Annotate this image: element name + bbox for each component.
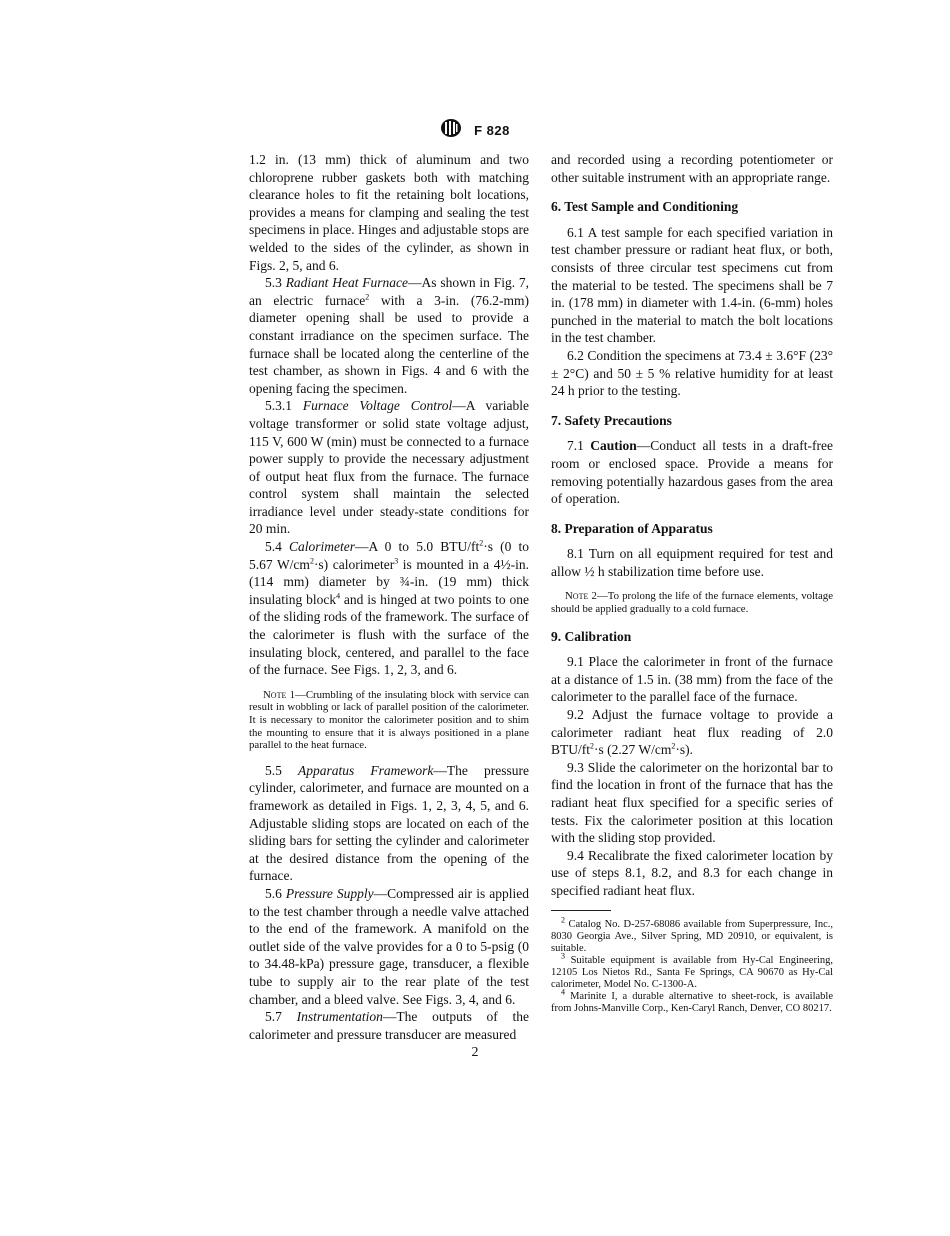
section-heading-7: 7. Safety Precautions [551, 412, 672, 428]
section-8-1: 8.1 Turn on all equipment required for test and allow ½ h stabilization time before use. [551, 546, 833, 579]
footnote-4: $^4$ Marinite I, a durable alternative to sheet-rock, is available from Johns-Manville Corp., Ken-Caryl Ranch, Denver, CO 80217. [551, 987, 833, 1014]
paragraph-continuation: and recorded using a recording potentiometer or other suitable instrument with an appropriate range. [551, 152, 833, 185]
footnote-3: $^3$ Suitable equipment is available from Hy-Cal Engineering, 12105 Los Nietos Rd., Santa Fe Springs, CA 90670 as Hy-Cal calorimeter, Model No. C-1300-A. [551, 951, 833, 990]
section-5-5: 5.5 Apparatus Framework—The pressure cylinder, calorimeter, and furnace are mounted on a framework as detailed in Figs. 1, 2, 3, 4, 5, and 6. Adjustable sliding stops are located on each of the sliding bars for setting the cylinder and calorimeter at the desired distance from the opening of the furnace. [249, 762, 530, 884]
section-heading-8: 8. Preparation of Apparatus [551, 520, 713, 536]
footnote-ref: 3 [394, 556, 399, 566]
footnote-ref: 4 [336, 591, 341, 601]
section-5-3-1: 5.3.1 Furnace Voltage Control—A variable voltage transformer or solid state voltage adjust, 115 V, 600 W (min) must be connected to a furnace power supply to provide the necessary adjustment of output heat flux from the furnace. The furnace control system shall maintain the selected irradiance level under steady-state conditions for 20 min. [249, 398, 529, 537]
left-column [249, 151, 529, 1043]
section-5-4: 5.4 Calorimeter—A 0 to 5.0 BTU/$ft^2\cdot s$ (0 to 5.67 $W/cm^2\cdot s$) calorimeter$^3$ is mounted in a 4½-in. (114 mm) diameter by ¾-in. (19 mm) thick insulating block$^4$ and is hinged at two points to one of the sliding rods of the framework. The surface of the calorimeter is flush with the surface of the insulating block, centered, and parallel to the face of the furnace. See Figs. 1, 2, 3, and 6. [249, 538, 529, 678]
section-9-4: 9.4 Recalibrate the fixed calorimeter location by use of steps 8.1, 8.2, and 8.3 for each change in specified radiant heat flux. [551, 847, 833, 898]
footnote-2: $^2$ Catalog No. D-257-68086 available from Superpressure, Inc., 8030 Georgia Ave., Silver Spring, MD 20910, or equivalent, is suitable. [551, 915, 833, 954]
section-heading-6: 6. Test Sample and Conditioning [551, 199, 739, 215]
section-9-3: 9.3 Slide the calorimeter on the horizontal bar to find the location in front of the furnace that has the radiant heat flux specified for a specific series of tests. Fix the calorimeter position at this location with the sliding stop provided. [551, 759, 833, 846]
section-5-3: 5.3 Radiant Heat Furnace—As shown in Fig. 7, an electric furnace$^2$ with a 3-in. (76.2-mm) diameter opening shall be used to provide a constant irradiance on the specimen surface. The furnace shall be located along the centerline of the test chamber, as shown in Figs. 4 and 6 with the opening facing the specimen. [249, 275, 530, 396]
page-header [0, 118, 950, 143]
section-heading-9: 9. Calibration [551, 628, 632, 644]
note-1: Note 1—Crumbling of the insulating block with service can result in wobbling or lack of parallel position of the calorimeter. It is necessary to monitor the calorimeter position and to shim the mounting to ensure that it is always positioned in a plane parallel to the heat furnace. [249, 688, 529, 752]
right-column [551, 151, 833, 1015]
footnote-divider [551, 910, 611, 911]
section-5-7: 5.7 Instrumentation—The outputs of the calorimeter and pressure transducer are measured [249, 1009, 530, 1042]
section-6-1: 6.1 A test sample for each specified variation in test chamber pressure or radiant heat flux, or both, consists of three circular test specimens cut from the material to be tested. The specimens shall be 7 in. (178 mm) in diameter with 1.4-in. (6-mm) holes punched in the material to match the bolt locations in the test chamber. [551, 224, 833, 346]
paragraph-continuation: 1.2 in. (13 mm) thick of aluminum and two chloroprene rubber gaskets both with matching clearance holes to fit the retaining bolt locations, provides a means for clamping and sealing the test specimens in place. Hinges and adjustable stops are welded to the sides of the cylinder, as shown in Figs. 2, 5, and 6. [249, 152, 529, 273]
note-2: Note 2—To prolong the life of the furnace elements, voltage should be applied gradually to a cold furnace. [551, 590, 833, 616]
astm-logo-icon [440, 118, 462, 143]
section-5-6: 5.6 Pressure Supply—Compressed air is applied to the test chamber through a needle valve attached to the end of the framework. A manifold on the outlet side of the valve provides for a 0 to 5-psig (0 to 34.48-kPa) pressure gage, transducer, a flexible tube to supply air to the rear plate of the test chamber, and a bleed valve. See Figs. 3, 4, and 6. [249, 885, 529, 1007]
footnote-ref: 2 [365, 292, 370, 302]
page-number: 2 [471, 1045, 479, 1060]
section-9-2: 9.2 Adjust the furnace voltage to provide a calorimeter radiant heat flux reading of 2.0 BTU/$ft^2\cdot s$ (2.27 $W/cm^2\cdot s$). [551, 707, 833, 758]
document-number: F 828 [474, 123, 510, 138]
section-7-1: 7.1 Caution—Conduct all tests in a draft-free room or enclosed space. Provide a means for removing potentially hazardous gases from the area of operation. [551, 438, 833, 507]
section-9-1: 9.1 Place the calorimeter in front of the furnace at a distance of 1.5 in. (38 mm) from the face of the calorimeter to the parallel face of the furnace. [551, 654, 833, 705]
section-6-2: 6.2 Condition the specimens at 73.4 ± 3.6°F (23° ± 2°C) and 50 ± 5 % relative humidity for at least 24 h prior to the testing. [551, 347, 833, 399]
